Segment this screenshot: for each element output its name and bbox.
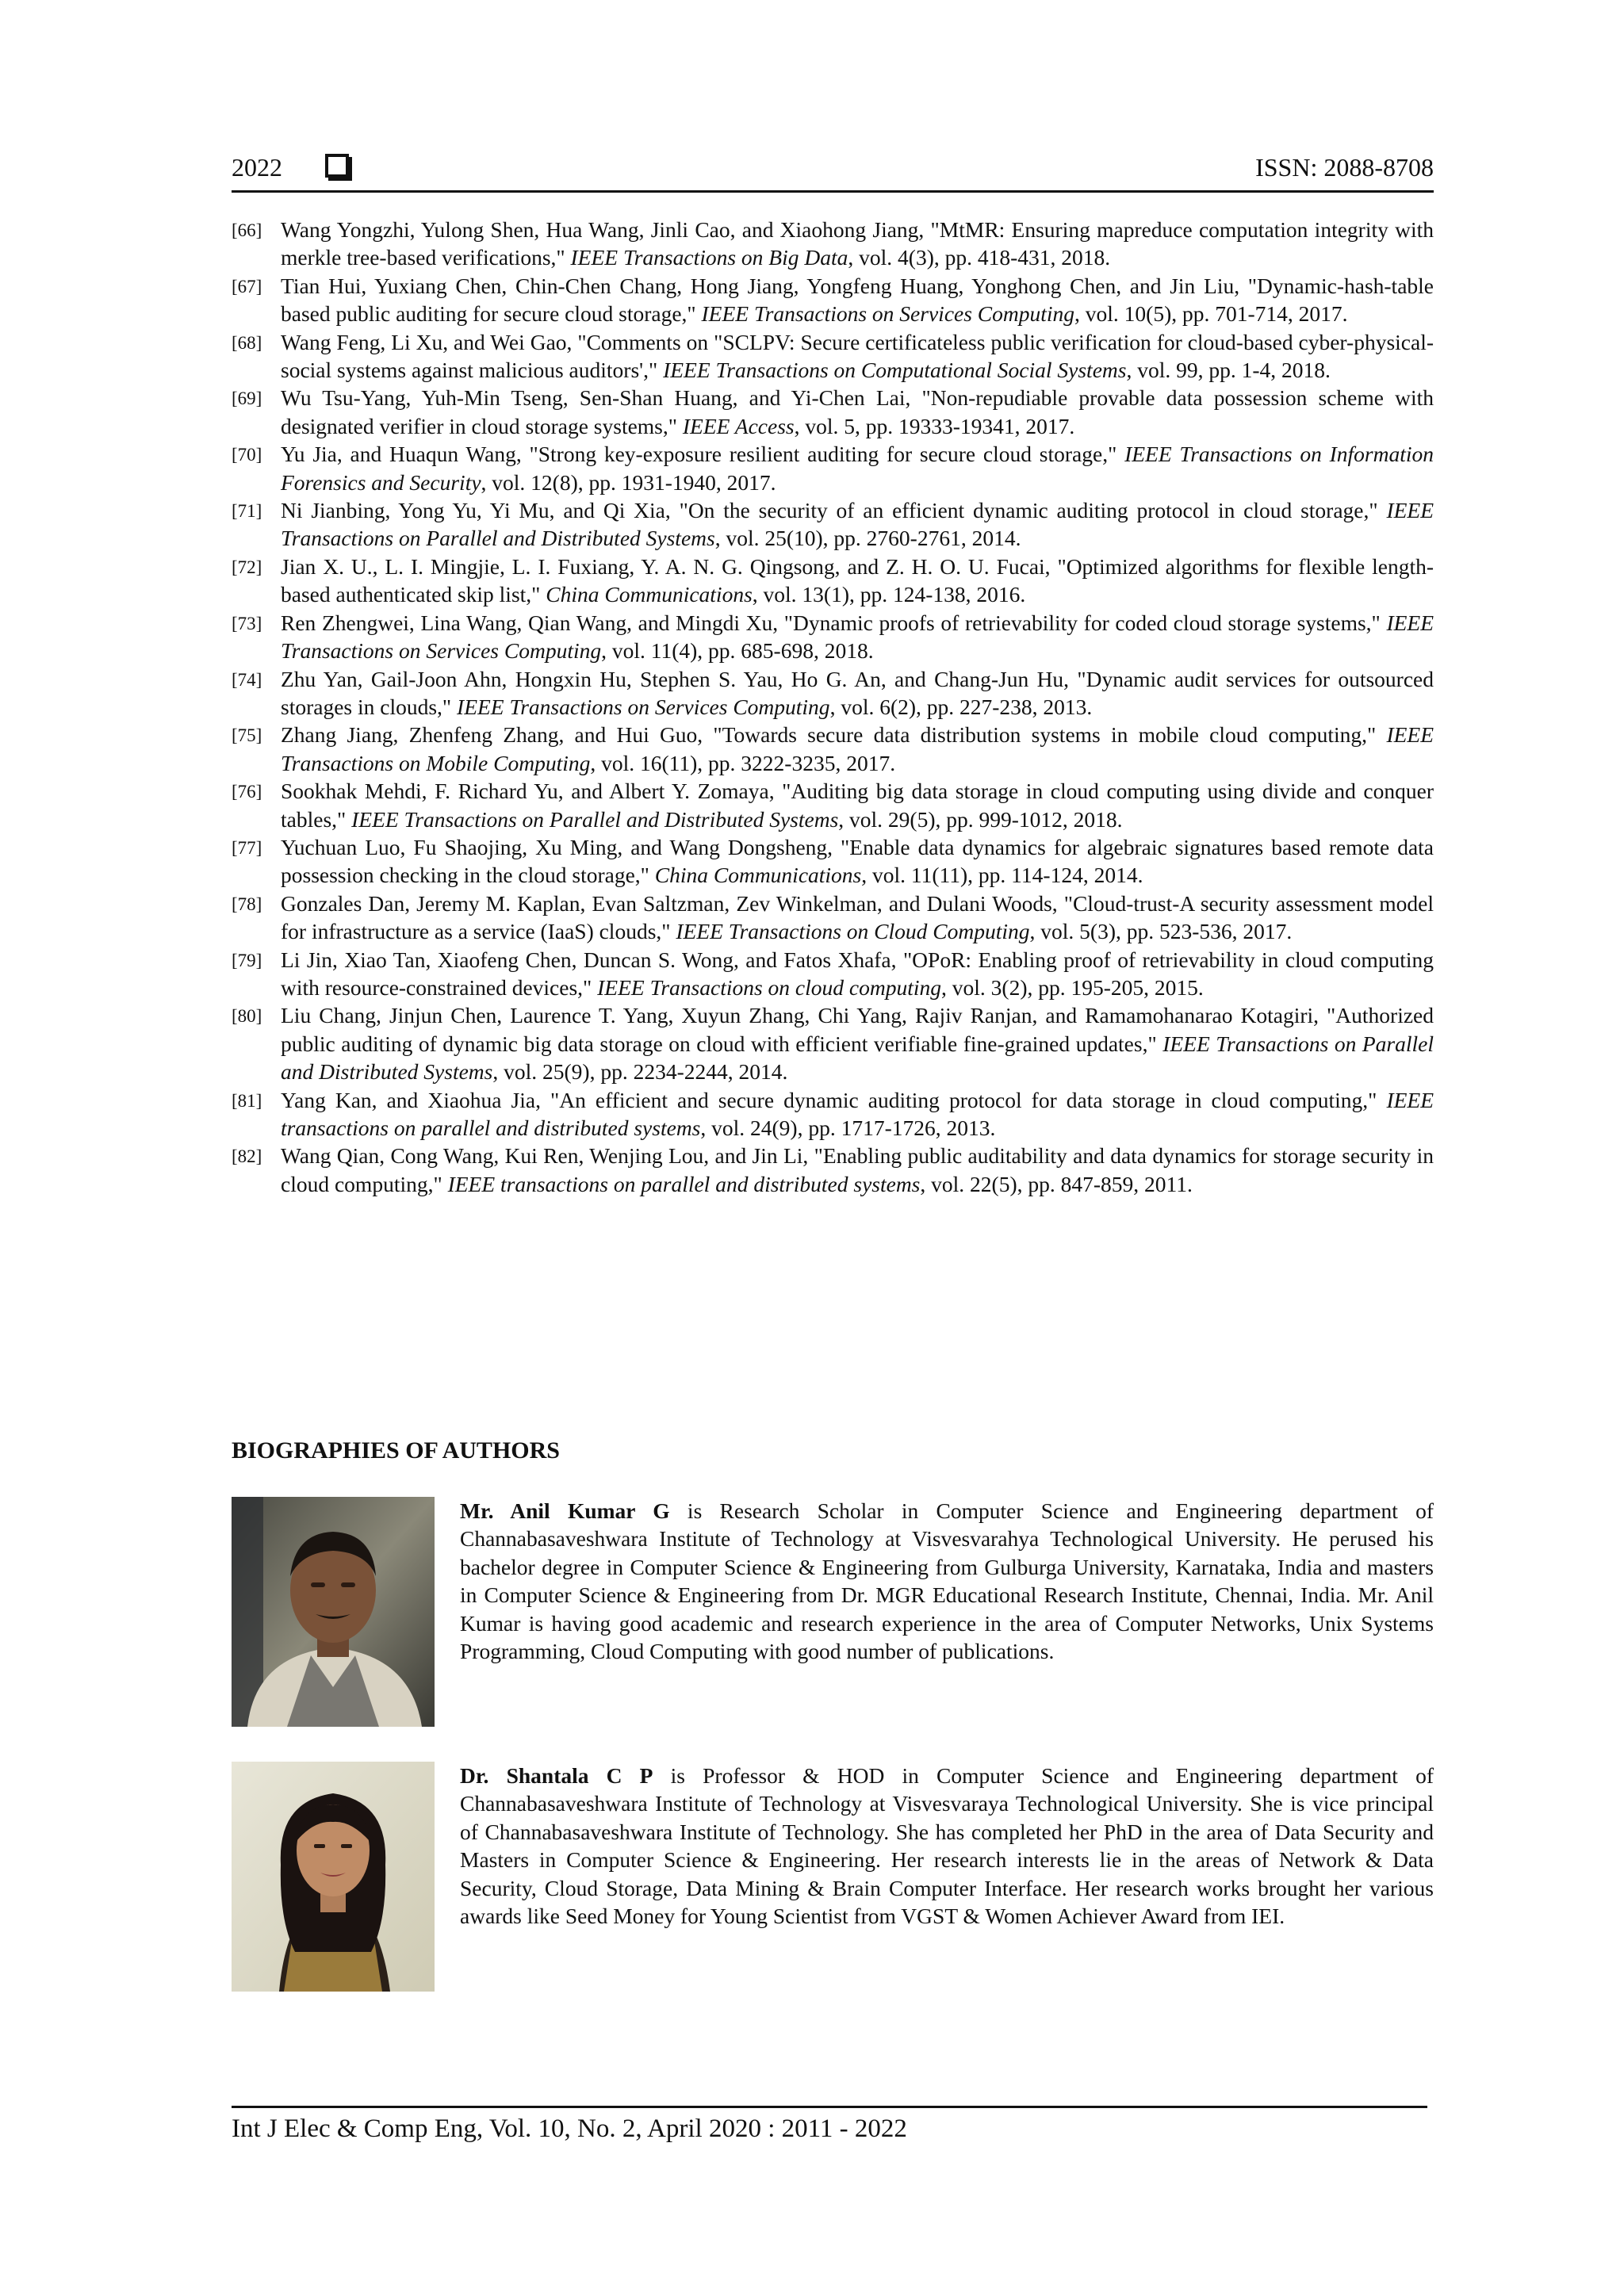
- reference-item: [232, 553, 1434, 609]
- reference-journal: IEEE Transactions on Services Computing: [281, 610, 1434, 664]
- reference-text: Zhu Yan, Gail-Joon Ahn, Hongxin Hu, Stephen S. Yau, Ho G. An, and Chang-Jun Hu, "Dynamic audit services for outsourced storages in clouds,": [281, 666, 1434, 719]
- reference-number: [71]: [232, 501, 262, 522]
- reference-number: [77]: [232, 837, 262, 858]
- author-name: Dr. Shantala C P: [460, 1763, 653, 1788]
- reference-list: [232, 216, 1434, 1198]
- reference-details: , vol. 10(5), pp. 701-714, 2017.: [1074, 301, 1348, 327]
- reference-details: , vol. 12(8), pp. 1931-1940, 2017.: [481, 469, 776, 495]
- reference-text: Wang Feng, Li Xu, and Wei Gao, "Comments on "SCLPV: Secure certificateless public verification for cloud-based cyber-physical-social systems against malicious auditors',": [281, 329, 1434, 383]
- reference-number: [69]: [232, 388, 262, 409]
- reference-journal: IEEE Transactions on Parallel and Distributed Systems: [351, 806, 839, 832]
- reference-item: [232, 721, 1434, 777]
- reference-number: [76]: [232, 782, 262, 802]
- author-description: is Research Scholar in Computer Science and Engineering department of Channabasaveshwara Institute of Technology at Visvesvarahya Technological University. He perused his bachelor degree in Computer Science & Engineering from Gulburga University, Karnataka, India and masters in Computer Science & Engineering from Dr. MGR Educational Research Institute, Chennai, India. Mr. Anil Kumar is having good academic and research experience in the area of Computer Networks, Unix Systems Programming, Cloud Computing with good number of publications.: [460, 1498, 1434, 1664]
- reference-text: Wu Tsu-Yang, Yuh-Min Tseng, Sen-Shan Huang, and Yi-Chen Lai, "Non-repudiable provable data possession scheme with designated verifier in cloud storage systems,": [281, 385, 1434, 438]
- biographies-heading: BIOGRAPHIES OF AUTHORS: [232, 1437, 560, 1464]
- reference-number: [68]: [232, 332, 262, 353]
- issn-label: ISSN: 2088-8708: [1255, 153, 1434, 182]
- reference-journal: IEEE Transactions on Services Computing: [457, 694, 830, 719]
- author-name: Mr. Anil Kumar G: [460, 1498, 670, 1523]
- reference-item: [232, 440, 1434, 496]
- reference-number: [72]: [232, 557, 262, 577]
- reference-text: Ni Jianbing, Yong Yu, Yi Mu, and Qi Xia, "On the security of an efficient dynamic auditing protocol in cloud storage,": [281, 498, 1387, 523]
- reference-details: , vol. 16(11), pp. 3222-3235, 2017.: [590, 750, 896, 775]
- reference-number: [82]: [232, 1146, 262, 1167]
- reference-text: Wang Yongzhi, Yulong Shen, Hua Wang, Jinli Cao, and Xiaohong Jiang, "MtMR: Ensuring mapreduce computation integrity with merkle tree-based verifications,": [281, 217, 1434, 270]
- reference-number: [73]: [232, 613, 262, 633]
- journal-citation: Int J Elec & Comp Eng, Vol. 10, No. 2, April 2020 : 2011 - 2022: [232, 2114, 907, 2143]
- reference-details: , vol. 99, pp. 1-4, 2018.: [1126, 358, 1331, 383]
- reference-item: [232, 1086, 1434, 1142]
- reference-item: [232, 1001, 1434, 1085]
- reference-journal: IEEE Access: [682, 413, 795, 438]
- reference-number: [79]: [232, 950, 262, 970]
- author-description: is Professor & HOD in Computer Science and Engineering department of Channabasaveshwara Institute of Technology at Visvesvaraya Technological University. She is vice principal of Channabasaveshwara Institute of Technology. She has completed her PhD in the area of Data Security and Masters in Computer Science & Engineering. Her research interests lie in the areas of Network & Data Security, Cloud Storage, Data Mining & Brain Computer Interface. Her research works brought her various awards like Seed Money for Young Scientist from VGST & Women Achiever Award from IEI.: [460, 1763, 1434, 1929]
- page-number: 2022: [232, 153, 282, 182]
- author-portrait-male: [232, 1497, 435, 1727]
- reference-item: [232, 1142, 1434, 1198]
- reference-text: Gonzales Dan, Jeremy M. Kaplan, Evan Saltzman, Zev Winkelman, and Dulani Woods, "Cloud-trust-A security assessment model for infrastructure as a service (IaaS) clouds,": [281, 890, 1434, 944]
- author-photo: [232, 1497, 435, 1727]
- reference-item: [232, 496, 1434, 553]
- reference-number: [80]: [232, 1006, 262, 1027]
- reference-item: [232, 609, 1434, 665]
- author-bio-text: [460, 1497, 1434, 1665]
- reference-item: [232, 777, 1434, 833]
- reference-journal: IEEE Transactions on Cloud Computing: [676, 919, 1030, 944]
- reference-journal: IEEE Transactions on Parallel and Distributed Systems: [281, 498, 1434, 551]
- reference-number: [66]: [232, 220, 262, 240]
- reference-text: Wang Qian, Cong Wang, Kui Ren, Wenjing Lou, and Jin Li, "Enabling public auditability and data dynamics for storage security in cloud computing,": [281, 1143, 1434, 1196]
- reference-text: Jian X. U., L. I. Mingjie, L. I. Fuxiang, Y. A. N. G. Qingsong, and Z. H. O. U. Fucai, "Optimized algorithms for flexible length-based authenticated skip list,": [281, 553, 1434, 607]
- author-portrait-female: [232, 1762, 435, 1992]
- reference-number: [67]: [232, 276, 262, 297]
- page-header: [232, 151, 1434, 193]
- reference-text: Ren Zhengwei, Lina Wang, Qian Wang, and Mingdi Xu, "Dynamic proofs of retrievability for coded cloud storage systems,": [281, 610, 1387, 635]
- reference-number: [74]: [232, 669, 262, 690]
- reference-item: [232, 665, 1434, 721]
- reference-journal: China Communications: [546, 582, 753, 607]
- reference-number: [81]: [232, 1090, 262, 1111]
- reference-item: [232, 890, 1434, 946]
- reference-text: Sookhak Mehdi, F. Richard Yu, and Albert Y. Zomaya, "Auditing big data storage in cloud computing using divide and conquer tables,": [281, 779, 1434, 832]
- reference-details: , vol. 25(9), pp. 2234-2244, 2014.: [492, 1059, 788, 1085]
- author-photo: [232, 1762, 435, 1992]
- reference-journal: IEEE Transactions on Parallel and Distributed Systems: [281, 1031, 1434, 1085]
- reference-details: , vol. 5(3), pp. 523-536, 2017.: [1029, 919, 1293, 944]
- reference-text: Yuchuan Luo, Fu Shaojing, Xu Ming, and Wang Dongsheng, "Enable data dynamics for algebraic signatures based remote data possession checking in the cloud storage,": [281, 834, 1434, 888]
- reference-text: Tian Hui, Yuxiang Chen, Chin-Chen Chang, Hong Jiang, Yongfeng Huang, Yonghong Chen, and Jin Liu, "Dynamic-hash-table based public auditing for secure cloud storage,": [281, 273, 1434, 327]
- reference-details: , vol. 5, pp. 19333-19341, 2017.: [794, 413, 1075, 438]
- reference-details: , vol. 11(11), pp. 114-124, 2014.: [861, 863, 1143, 888]
- reference-journal: IEEE transactions on parallel and distributed systems: [447, 1171, 921, 1196]
- reference-journal: IEEE transactions on parallel and distributed systems: [281, 1087, 1434, 1140]
- reference-item: [232, 946, 1434, 1002]
- reference-text: Liu Chang, Jinjun Chen, Laurence T. Yang, Xuyun Zhang, Chi Yang, Rajiv Ranjan, and Ramamohanarao Kotagiri, "Authorized public auditing of dynamic big data storage on cloud with efficient verifiable fine-grained updates,": [281, 1003, 1434, 1056]
- reference-details: , vol. 25(10), pp. 2760-2761, 2014.: [714, 526, 1021, 551]
- reference-details: , vol. 29(5), pp. 999-1012, 2018.: [838, 806, 1123, 832]
- reference-details: , vol. 4(3), pp. 418-431, 2018.: [848, 245, 1111, 270]
- reference-journal: IEEE Transactions on cloud computing: [597, 974, 942, 1000]
- author-bio-text: [460, 1762, 1434, 1930]
- reference-item: [232, 833, 1434, 890]
- reference-number: [70]: [232, 445, 262, 465]
- reference-text: Zhang Jiang, Zhenfeng Zhang, and Hui Guo, "Towards secure data distribution systems in mobile cloud computing,": [281, 722, 1387, 748]
- reference-journal: IEEE Transactions on Mobile Computing: [281, 722, 1434, 775]
- page-footer: [232, 2106, 1427, 2145]
- reference-journal: IEEE Transactions on Big Data: [570, 245, 848, 270]
- reference-details: , vol. 22(5), pp. 847-859, 2011.: [920, 1171, 1193, 1196]
- reference-item: [232, 216, 1434, 272]
- reference-item: [232, 272, 1434, 328]
- reference-details: , vol. 24(9), pp. 1717-1726, 2013.: [700, 1115, 996, 1140]
- reference-text: Li Jin, Xiao Tan, Xiaofeng Chen, Duncan S. Wong, and Fatos Xhafa, "OPoR: Enabling proof of retrievability in cloud computing with resource-constrained devices,": [281, 947, 1434, 1000]
- reference-details: , vol. 13(1), pp. 124-138, 2016.: [752, 582, 1026, 607]
- reference-details: , vol. 6(2), pp. 227-238, 2013.: [829, 694, 1093, 719]
- reference-text: Yang Kan, and Xiaohua Jia, "An efficient and secure dynamic auditing protocol for data storage in cloud computing,": [281, 1087, 1387, 1112]
- reference-journal: IEEE Transactions on Services Computing: [701, 301, 1075, 327]
- reference-number: [78]: [232, 894, 262, 914]
- reference-number: [75]: [232, 725, 262, 746]
- reference-journal: IEEE Transactions on Computational Social Systems: [663, 358, 1127, 383]
- square-bullet-icon: [325, 154, 349, 178]
- reference-text: Yu Jia, and Huaqun Wang, "Strong key-exposure resilient auditing for secure cloud storage,": [281, 442, 1125, 467]
- reference-journal: China Communications: [654, 863, 862, 888]
- reference-details: , vol. 3(2), pp. 195-205, 2015.: [941, 974, 1204, 1000]
- reference-details: , vol. 11(4), pp. 685-698, 2018.: [601, 638, 874, 664]
- reference-item: [232, 328, 1434, 385]
- reference-journal: IEEE Transactions on Information Forensics and Security: [281, 442, 1434, 495]
- reference-item: [232, 384, 1434, 440]
